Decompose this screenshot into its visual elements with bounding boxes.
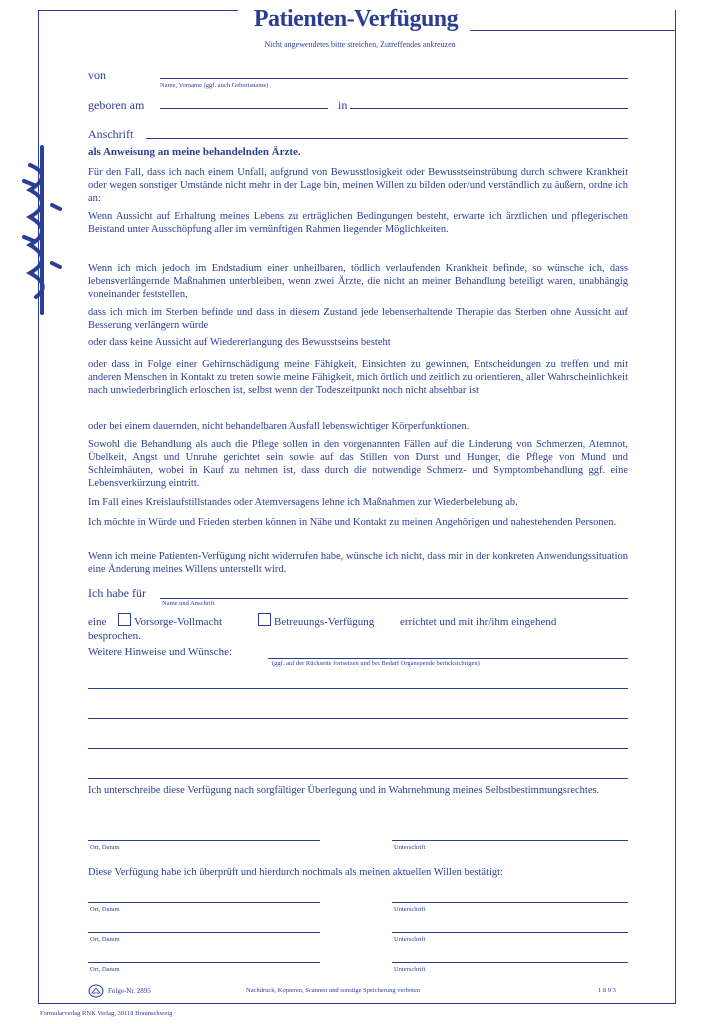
- anschrift-label: Anschrift: [88, 127, 134, 141]
- unterschrift-label-4: Unterschrift: [394, 966, 426, 973]
- ort-datum-label-2: Ort, Datum: [90, 906, 120, 913]
- ort-datum-label-3: Ort, Datum: [90, 936, 120, 943]
- option-tail-text: errichtet und mit ihr/ihm eingehend: [400, 616, 557, 628]
- unterschrift-field-1[interactable]: [392, 840, 628, 841]
- paragraph-2: Wenn Aussicht auf Erhaltung meines Lebens zu erträglichen Bedingungen besteht, erwarte ich ärztlichen und pflegerischen Beistand unter Ausschöpfung aller im vernünftigen Rahmen liegender Möglichkeiten.: [88, 211, 628, 235]
- von-field[interactable]: [160, 78, 628, 79]
- weitere-hinweise-label: Weitere Hinweise und Wünsche:: [88, 646, 233, 658]
- geboren-label: geboren am: [88, 98, 145, 112]
- unterschrift-label-2: Unterschrift: [394, 906, 426, 913]
- ort-datum-label-4: Ort, Datum: [90, 966, 120, 973]
- geboren-field[interactable]: [160, 108, 328, 109]
- vorsorge-vollmacht-checkbox[interactable]: [118, 613, 131, 626]
- paragraph-3: Wenn ich mich jedoch im Endstadium einer unheilbaren, tödlich verlaufenden Krankheit befinde, so wünsche ich, dass lebensverlängernde Maßnahmen unterbleiben, wenn zwei Ärzte, die nicht an meiner Behandlung beteiligt waren, unabhängig voneinander feststellen,: [88, 263, 628, 300]
- hinweise-line-4[interactable]: [88, 778, 628, 779]
- vorsorge-vollmacht-label: Vorsorge-Vollmacht: [134, 616, 222, 628]
- in-label: in: [338, 98, 348, 112]
- form-code: 1 8 9 3: [598, 987, 616, 994]
- bevollmaechtigter-field[interactable]: [160, 598, 628, 599]
- hinweise-line-1[interactable]: [88, 688, 628, 689]
- paragraph-10: Ich möchte in Würde und Frieden sterben können in Nähe und Kontakt zu meinen Angehörigen und nahestehenden Personen.: [88, 517, 617, 528]
- eine-label: eine: [88, 616, 107, 628]
- unterschrift-field-2[interactable]: [392, 902, 628, 903]
- paragraph-4: dass ich mich im Sterben befinde und dass in diesem Zustand jede lebenserhaltende Therapie das Sterben ohne Aussicht auf Besserung verlängern würde: [88, 307, 628, 331]
- publisher-logo-icon: [88, 984, 104, 998]
- von-label: von: [88, 68, 106, 82]
- unterschrift-field-4[interactable]: [392, 962, 628, 963]
- document-title: Patienten-Verfügung: [253, 6, 459, 32]
- ort-datum-field-1[interactable]: [88, 840, 320, 841]
- betreuungs-verfuegung-label: Betreuungs-Verfügung: [274, 616, 375, 628]
- unterschrift-field-3[interactable]: [392, 932, 628, 933]
- caduceus-logo-icon: [22, 145, 62, 315]
- hinweise-line-2[interactable]: [88, 718, 628, 719]
- publisher-line: Formularverlag RNK Verlag, 38118 Braunschweig: [40, 1010, 173, 1017]
- bestaetigung-text: Diese Verfügung habe ich überprüft und hierdurch nochmals als meinen aktuellen Willen bestätigt:: [88, 867, 503, 878]
- ort-datum-label-1: Ort, Datum: [90, 844, 120, 851]
- bevollmaechtigter-hint: Name und Anschrift: [162, 600, 215, 607]
- weitere-hinweise-field[interactable]: [268, 658, 628, 659]
- paragraph-6: oder dass in Folge einer Gehirnschädigung meine Fähigkeit, Einsichten zu gewinnen, Entscheidungen zu treffen und mit anderen Menschen in Kontakt zu treten sowie meine Fähigkeit, mich örtlich und zeitlich zu orientieren, aller Wahrscheinlichkeit nach unwiederbringlich erloschen ist, selbst wenn der Todeszeitpunkt noch nicht absehbar ist: [88, 359, 628, 396]
- ort-datum-field-2[interactable]: [88, 902, 320, 903]
- weitere-hinweise-hint: (ggf. auf der Rückseite fortsetzen und bei Bedarf Organspende berücksichtigen): [272, 660, 480, 667]
- anschrift-field[interactable]: [146, 138, 628, 139]
- paragraph-1: Für den Fall, dass ich nach einem Unfall, aufgrund von Bewusstlosigkeit oder Bewusstseinstrübung durch schwere Krankheit oder wegen sonstiger Umstände nicht mehr in der Lage bin, meinen Willen zu bilden oder/und verständlich zu äußern, ordne ich an:: [88, 167, 628, 204]
- folge-nr: Folge-Nr. 2895: [108, 987, 151, 995]
- paragraph-5: oder dass keine Aussicht auf Wiedererlangung des Bewusstseins besteht: [88, 337, 391, 348]
- geburtsort-field[interactable]: [350, 108, 628, 109]
- paragraph-9: Im Fall eines Kreislaufstillstandes oder Atemversagens lehne ich Maßnahmen zur Wiederbelebung ab.: [88, 497, 518, 508]
- unterschrift-label-1: Unterschrift: [394, 844, 426, 851]
- unterschrift-text: Ich unterschreibe diese Verfügung nach sorgfältiger Überlegung und in Wahrnehmung meines Selbstbestimmungsrechtes.: [88, 785, 600, 796]
- anweisung-heading: als Anweisung an meine behandelnden Ärzte.: [88, 146, 301, 158]
- copyright-note: Nachdruck, Kopieren, Scannen und sonstige Speicherung verboten: [246, 987, 421, 994]
- hinweise-line-3[interactable]: [88, 748, 628, 749]
- unterschrift-label-3: Unterschrift: [394, 936, 426, 943]
- paragraph-8: Sowohl die Behandlung als auch die Pflege sollen in den vorgenannten Fällen auf die Linderung von Schmerzen, Atemnot, Übelkeit, Angst und Unruhe gerichtet sein sowie auf das Stillen von Durst und Hunger, die Pflege von Mund und Schleimhäuten, wobei in Kauf zu nehmen ist, dass durch die notwendige Schmerz- und Symptombehandlung ggf. eine Lebensverkürzung eintritt.: [88, 439, 628, 489]
- von-hint: Name, Vorname (ggf. auch Geburtsname): [160, 82, 269, 89]
- ort-datum-field-3[interactable]: [88, 932, 320, 933]
- document-subtitle: Nicht angewendetes bitte streichen, Zutreffendes ankreuzen: [264, 40, 456, 49]
- paragraph-11: Wenn ich meine Patienten-Verfügung nicht widerrufen habe, wünsche ich nicht, dass mir in der konkreten Anwendungssituation eine Änderung meines Willens unterstellt wird.: [88, 551, 628, 575]
- habe-fuer-label: Ich habe für: [88, 586, 146, 600]
- ort-datum-field-4[interactable]: [88, 962, 320, 963]
- besprochen-text: besprochen.: [88, 630, 141, 642]
- paragraph-7: oder bei einem dauernden, nicht behandelbaren Ausfall lebenswichtiger Körperfunktionen.: [88, 421, 470, 432]
- betreuungs-verfuegung-checkbox[interactable]: [258, 613, 271, 626]
